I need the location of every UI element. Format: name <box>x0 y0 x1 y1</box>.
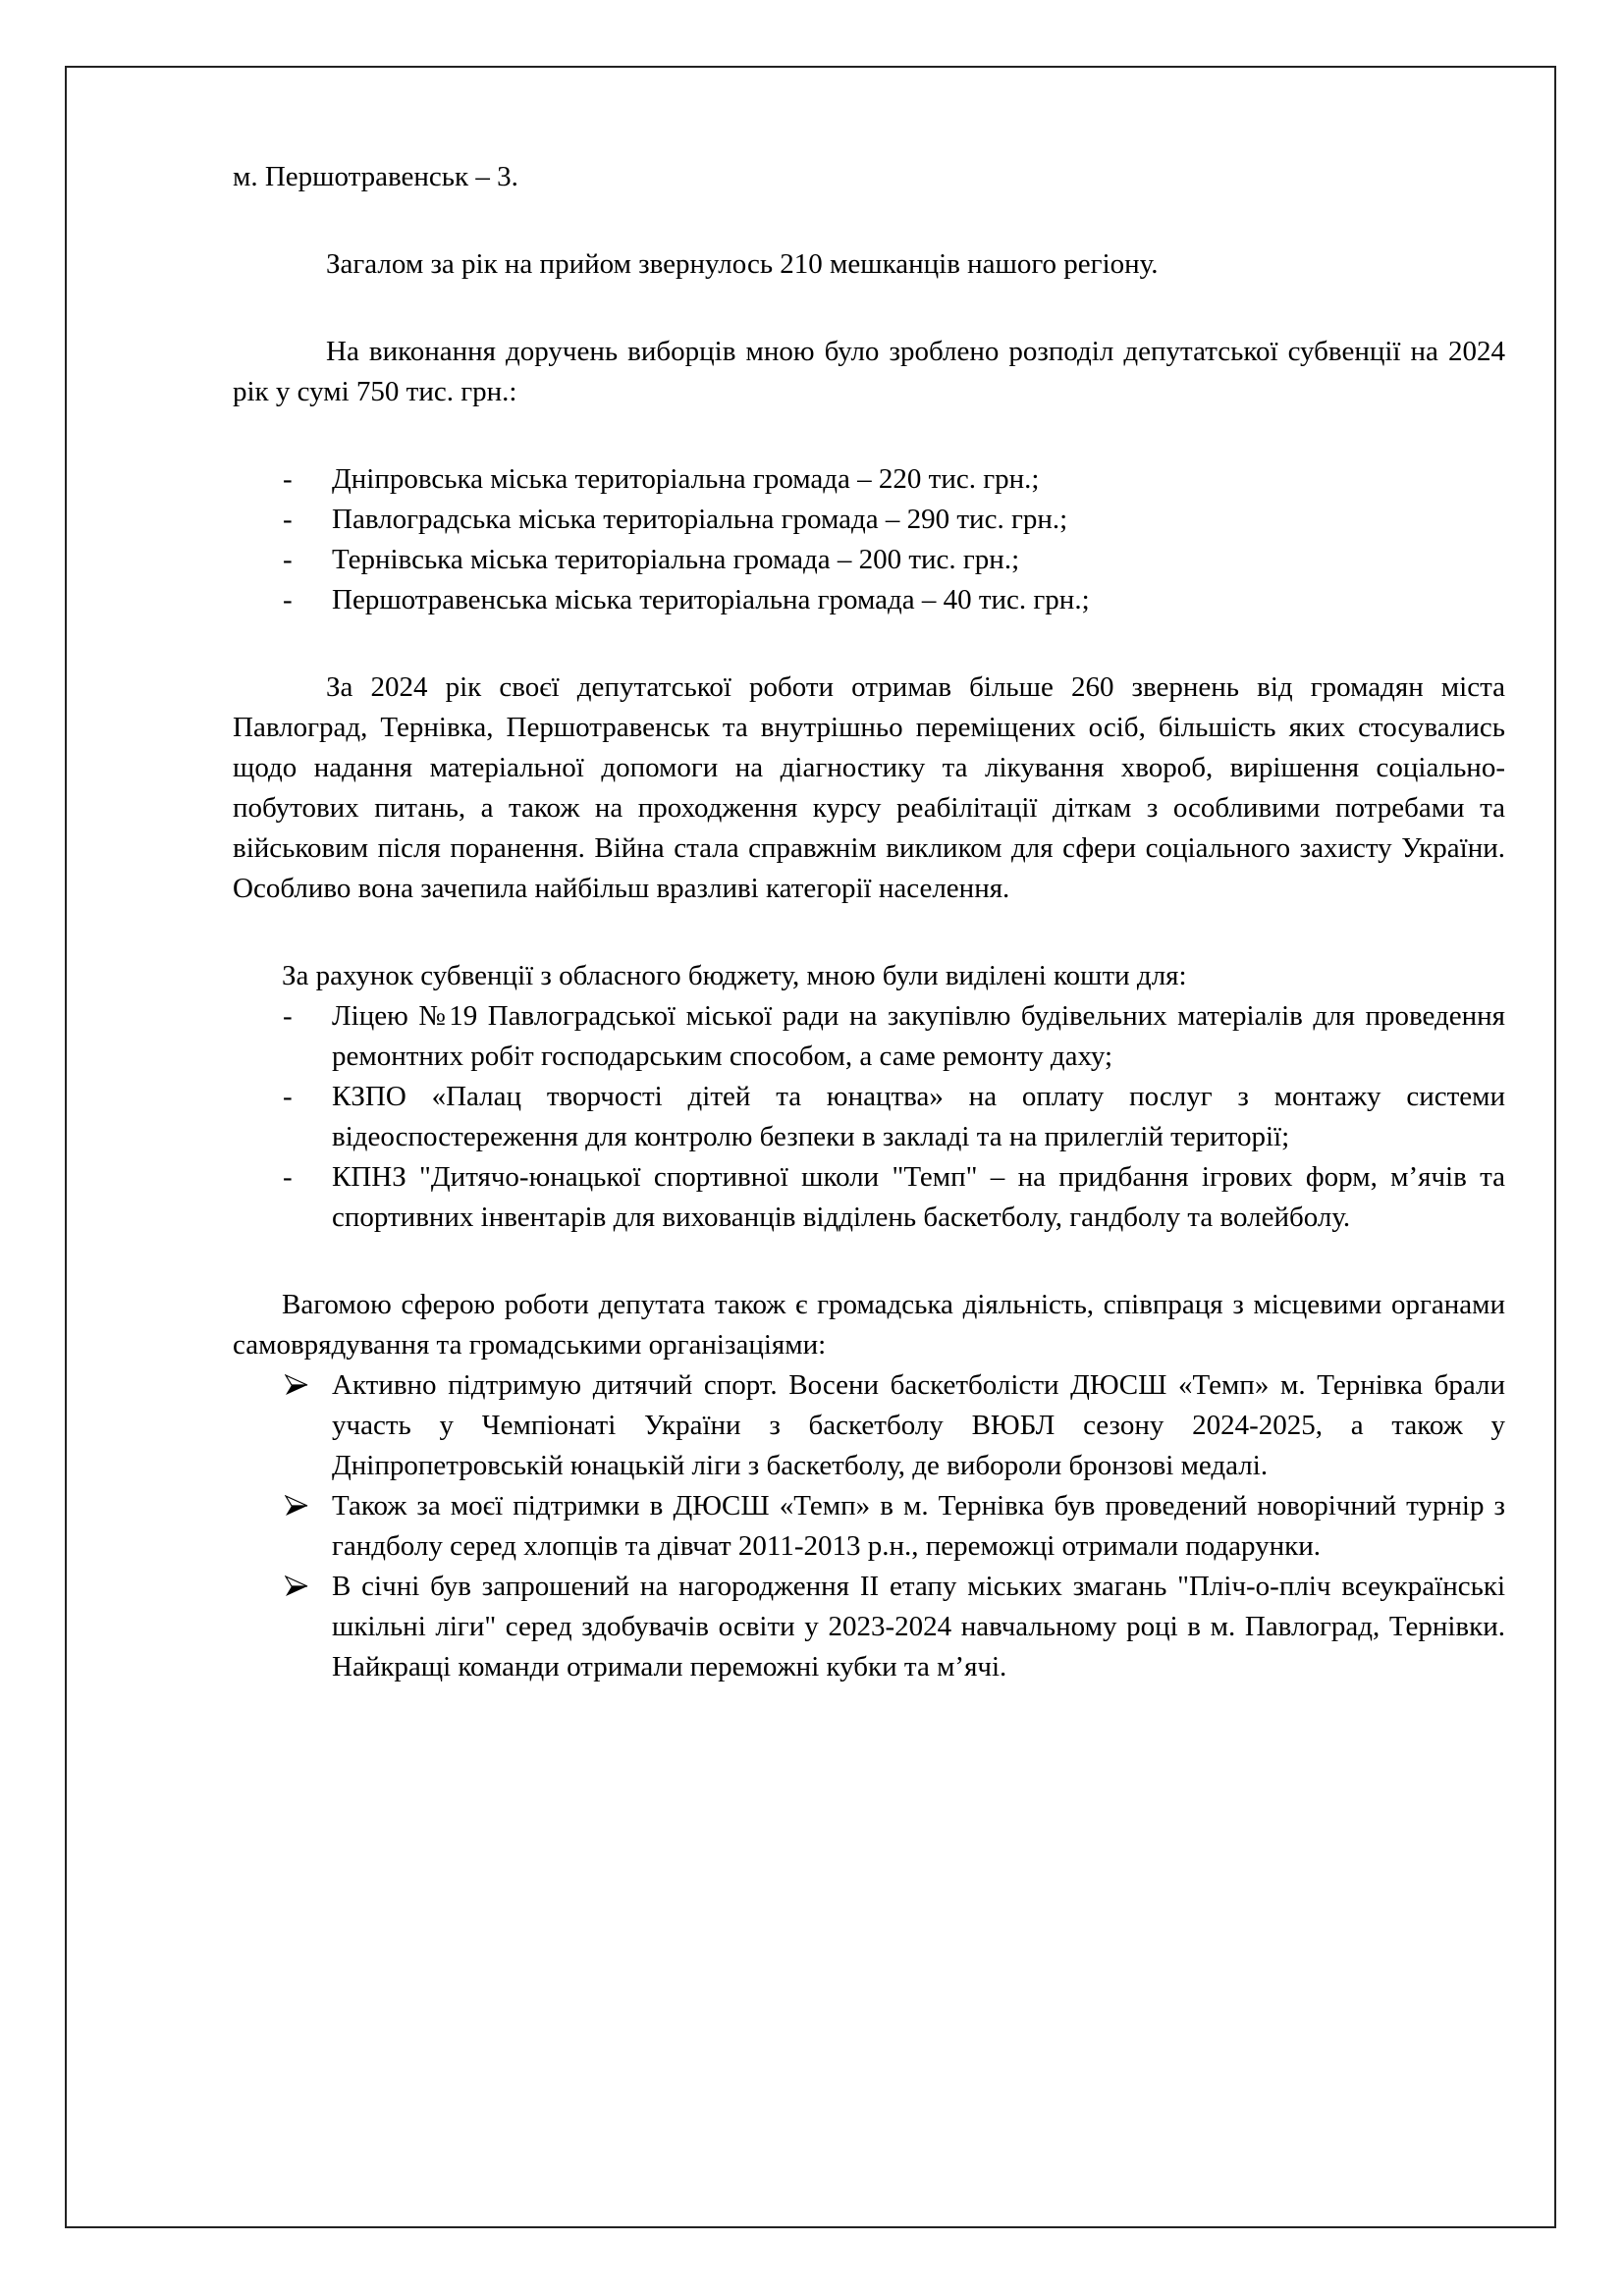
list-item <box>233 540 1505 580</box>
list-item <box>233 1157 1505 1238</box>
list-item-text: Дніпровська міська територіальна громада – 220 тис. грн.; <box>332 463 1040 495</box>
subvention-list <box>233 459 1505 620</box>
funds-list <box>233 996 1505 1238</box>
paragraph-funds-intro: За рахунок субвенції з обласного бюджету, мною були виділені кошти для: <box>282 960 1187 991</box>
paragraph-pershotravensk: м. Першотравенськ – 3. <box>233 161 518 192</box>
paragraph-appeals: За 2024 рік своєї депутатської роботи отримав більше 260 звернень від громадян міста Павлоград, Тернівка, Першотравенськ та внутрішньо переміщених осіб, більшість яких стосувались щодо надання матеріальної допомоги на діагностику та лікування хвороб, вирішення соціально-побутових питань, а також на проходження курсу реабілітації діткам з особливими потребами та військовим після поранення. Війна стала справжнім викликом для сфери соціального захисту України. Особливо вона зачепила найбільш вразливі категорії населення. <box>233 671 1505 904</box>
list-item-text: КЗПО «Палац творчості дітей та юнацтва» на оплату послуг з монтажу системи відеоспостереження для контролю безпеки в закладі та на прилеглій території; <box>332 1081 1505 1152</box>
paragraph-public-activity: Вагомою сферою роботи депутата також є громадська діяльність, співпраця з місцевими органами самоврядування та громадськими організаціями: <box>233 1289 1505 1361</box>
list-item <box>233 459 1505 500</box>
list-item <box>233 1486 1505 1567</box>
list-item-text: КПНЗ "Дитячо-юнацької спортивної школи "Темп" – на придбання ігрових форм, м’ячів та спортивних інвентарів для вихованців відділень баскетболу, гандболу та волейболу. <box>332 1161 1505 1233</box>
dash-bullet: - <box>283 1161 293 1193</box>
list-item-text: Павлоградська міська територіальна громада – 290 тис. грн.; <box>332 504 1068 535</box>
list-item <box>233 580 1505 620</box>
list-item-text: Тернівська міська територіальна громада – 200 тис. грн.; <box>332 544 1020 575</box>
paragraph-total-visitors: Загалом за рік на прийом звернулось 210 мешканців нашого регіону. <box>326 248 1159 280</box>
list-item-text: Ліцею №19 Павлоградської міської ради на закупівлю будівельних матеріалів для проведення ремонтних робіт господарським способом, а саме ремонту даху; <box>332 1000 1505 1072</box>
list-item-text: Активно підтримую дитячий спорт. Восени баскетболісти ДЮСШ «Темп» м. Тернівка брали участь у Чемпіонаті України з баскетболу ВЮБЛ сезону 2024-2025, а також у Дніпропетровській юнацькій ліги з баскетболу, де вибороли бронзові медалі. <box>332 1369 1505 1481</box>
dash-bullet: - <box>283 463 293 495</box>
list-item-text: Першотравенська міська територіальна громада – 40 тис. грн.; <box>332 584 1090 615</box>
arrow-bullet-icon <box>285 1486 308 1526</box>
arrow-bullet-icon <box>285 1567 308 1607</box>
activities-list <box>233 1365 1505 1687</box>
document-body <box>233 157 1505 1687</box>
dash-bullet: - <box>283 1081 293 1112</box>
list-item-text: Також за моєї підтримки в ДЮСШ «Темп» в м. Тернівка був проведений новорічний турнір з гандболу серед хлопців та дівчат 2011-2013 р.н., переможці отримали подарунки. <box>332 1490 1505 1562</box>
list-item-text: В січні був запрошений на нагородження ІІ етапу міських змагань "Пліч-о-пліч всеукраїнські шкільні ліги" серед здобувачів освіти у 2023-2024 навчальному році в м. Павлоград, Тернівки. Найкращі команди отримали переможні кубки та м’ячі. <box>332 1571 1505 1682</box>
paragraph-subvention-intro: На виконання доручень виборців мною було зроблено розподіл депутатської субвенції на 2024 рік у сумі 750 тис. грн.: <box>233 336 1505 407</box>
dash-bullet: - <box>283 504 293 535</box>
list-item <box>233 1365 1505 1486</box>
arrow-bullet-icon <box>285 1365 308 1406</box>
list-item <box>233 1567 1505 1687</box>
list-item <box>233 500 1505 540</box>
dash-bullet: - <box>283 544 293 575</box>
dash-bullet: - <box>283 1000 293 1032</box>
list-item <box>233 1077 1505 1157</box>
dash-bullet: - <box>283 584 293 615</box>
list-item <box>233 996 1505 1077</box>
